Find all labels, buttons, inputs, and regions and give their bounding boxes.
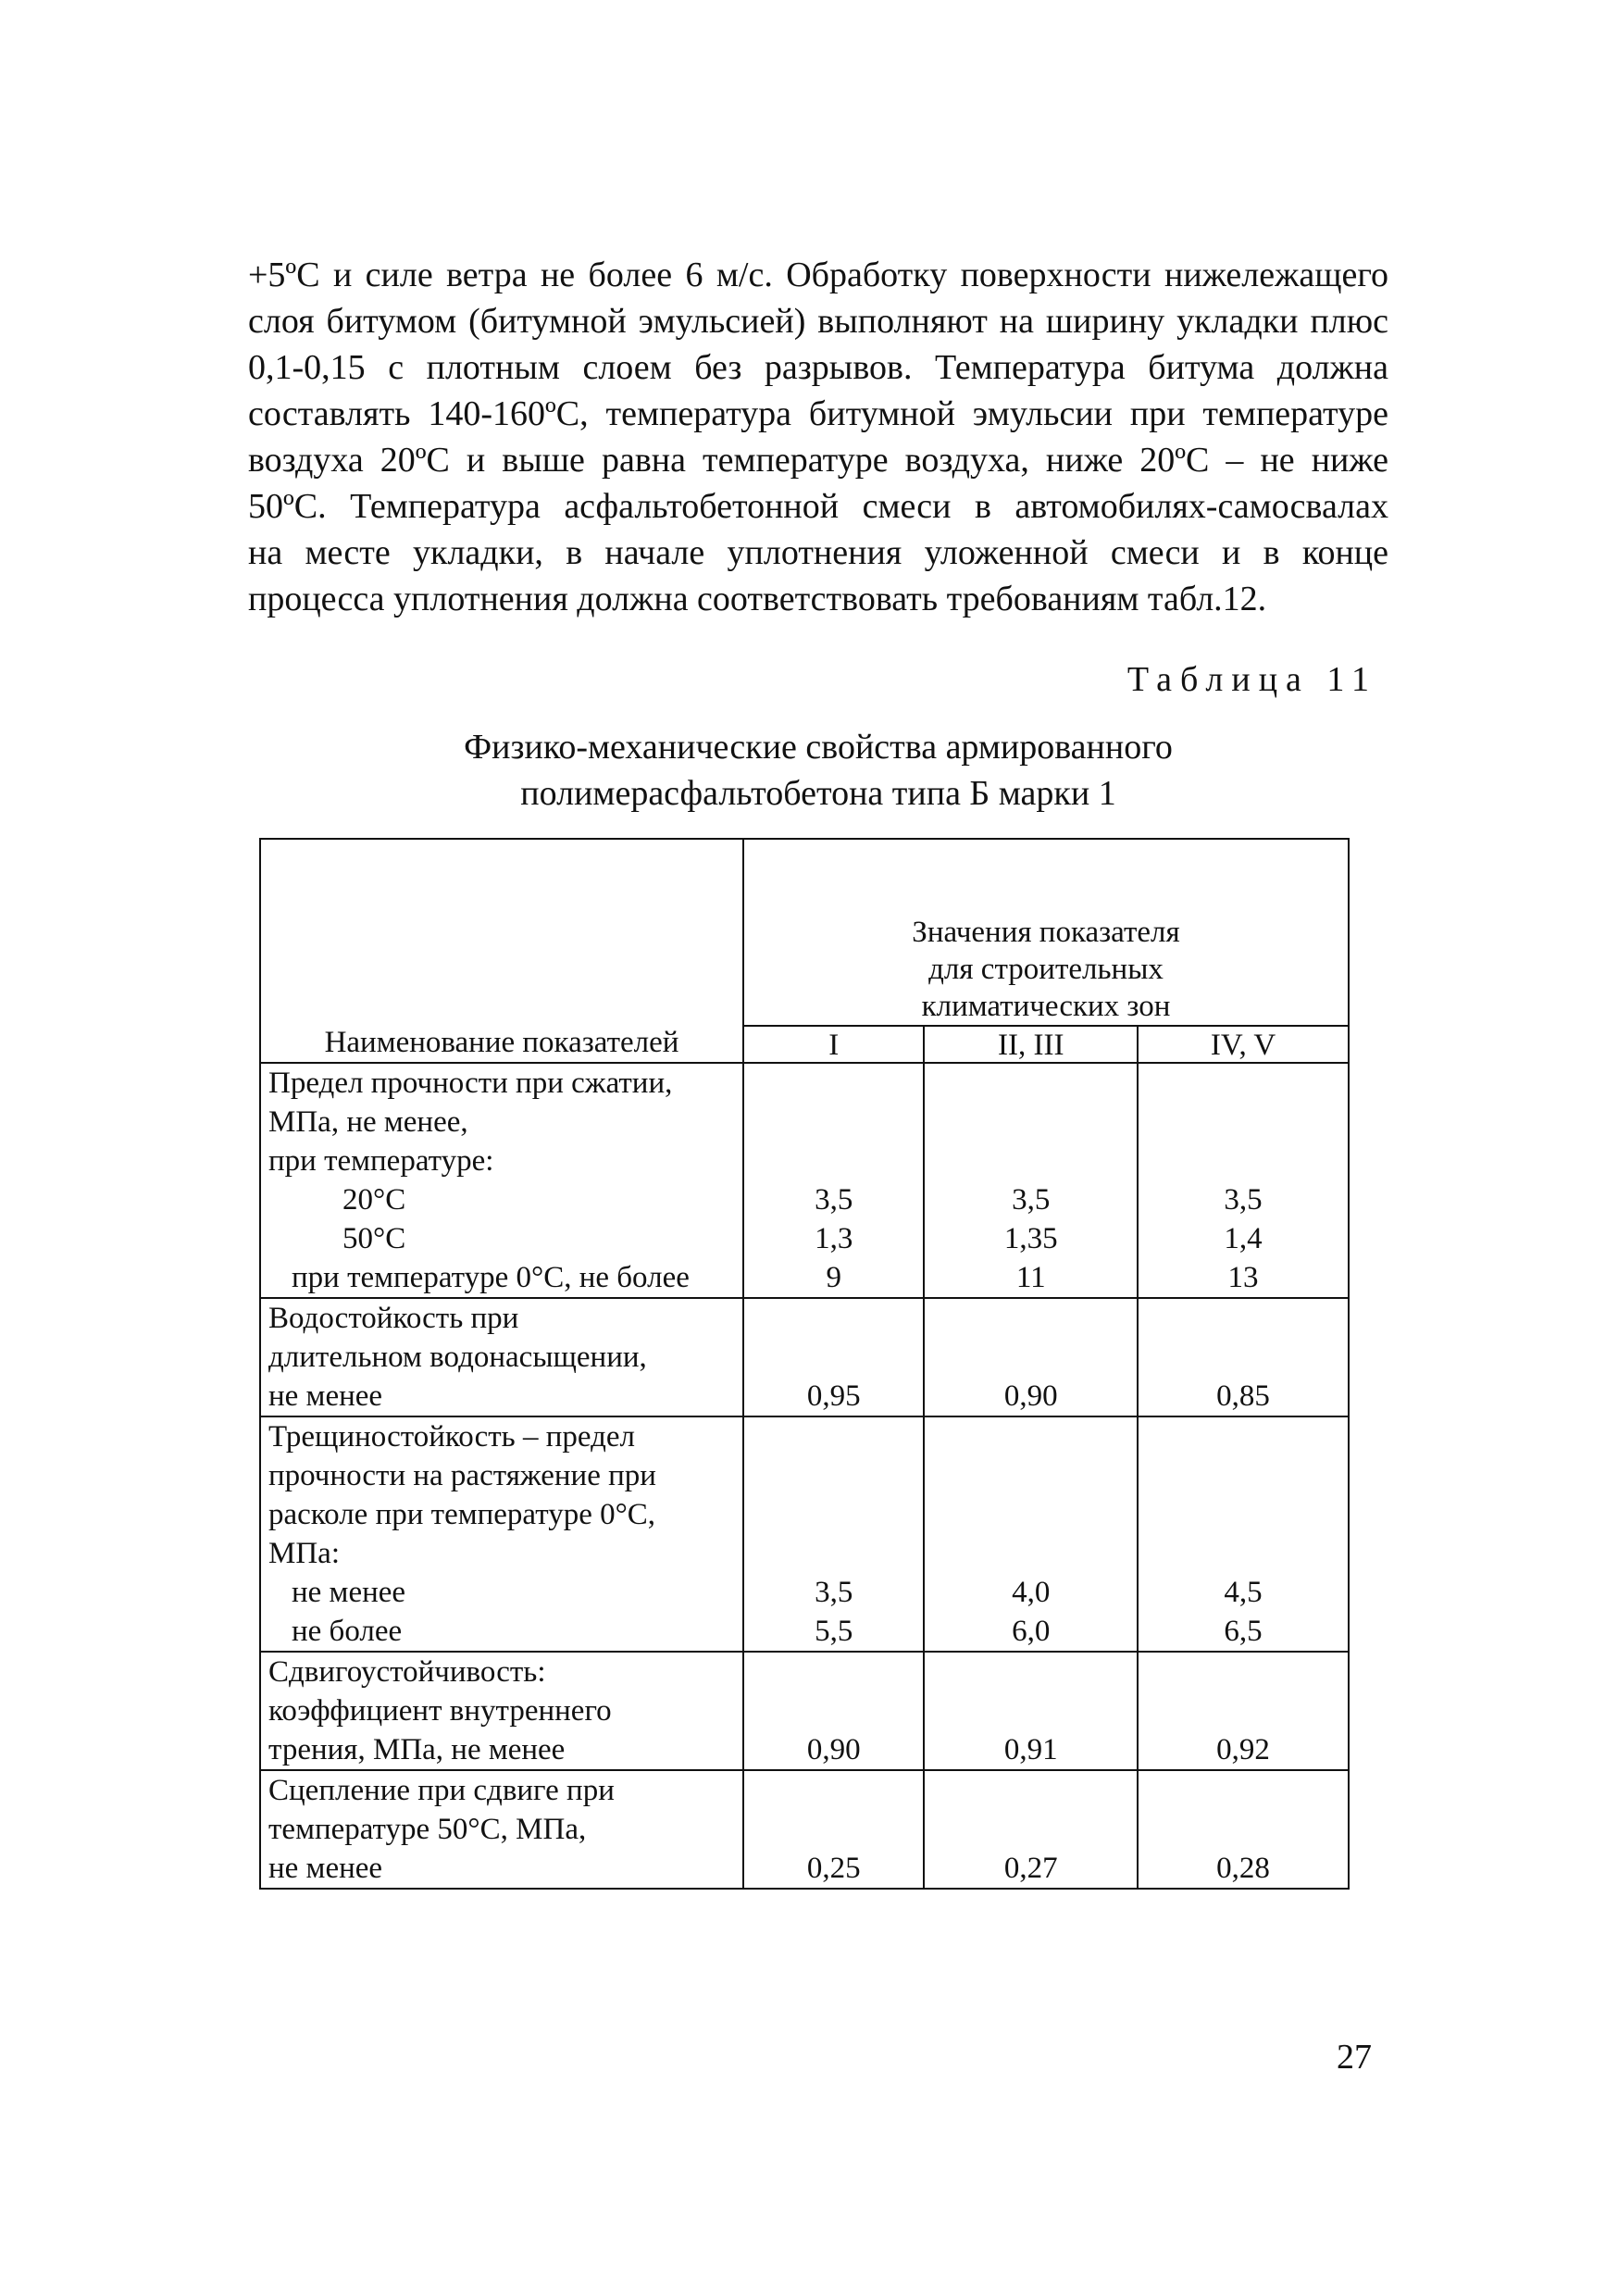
- row-name-line: 20°С: [342, 1183, 406, 1217]
- value-line: 3,5: [1012, 1183, 1051, 1217]
- row-name-line: температуре 50°С, МПа,: [268, 1813, 587, 1846]
- row-value: 0,90: [743, 1652, 924, 1770]
- zone-header: IV, V: [1138, 1026, 1349, 1063]
- row-name: [260, 1416, 743, 1652]
- page-number: 27: [1337, 2038, 1372, 2077]
- values-header-line: Значения показателя: [912, 916, 1180, 949]
- value-line: 1,4: [1224, 1222, 1263, 1255]
- table-row: [260, 1298, 1349, 1416]
- paragraph-line: процесса уплотнения должна соответствовать требованиям табл.12.: [248, 580, 1267, 618]
- row-name-line: Сдвигоустойчивость:: [268, 1655, 546, 1689]
- row-value: 0,28: [1138, 1770, 1349, 1889]
- row-name-line: коэффициент внутреннего: [268, 1694, 612, 1728]
- value-line: 3,5: [815, 1183, 853, 1217]
- paragraph-line: на месте укладки, в начале уплотнения уложенной смеси и в конце: [248, 533, 1388, 572]
- row-name-line: 50°С: [342, 1222, 406, 1255]
- row-value: [924, 1063, 1138, 1298]
- paragraph-line: 50ºС. Температура асфальтобетонной смеси в автомобилях-самосвалах: [248, 487, 1388, 526]
- row-name: [260, 1063, 743, 1298]
- value-line: 3,5: [1224, 1183, 1263, 1217]
- row-name-line: при температуре:: [268, 1144, 494, 1178]
- row-value: 0,91: [924, 1652, 1138, 1770]
- values-header-line: климатических зон: [921, 990, 1171, 1023]
- body-paragraph: [248, 252, 1388, 622]
- values-header-line: для строительных: [928, 953, 1164, 986]
- row-name-line: Трещиностойкость – предел: [268, 1420, 635, 1454]
- row-value: 0,25: [743, 1770, 924, 1889]
- row-value: [743, 1063, 924, 1298]
- row-name-line: Предел прочности при сжатии,: [268, 1067, 673, 1100]
- properties-table: [259, 838, 1350, 1890]
- value-line: 5,5: [815, 1615, 853, 1648]
- row-value: 0,27: [924, 1770, 1138, 1889]
- row-name-line: при температуре 0°С, не более: [292, 1261, 690, 1294]
- paragraph-line: слоя битумом (битумной эмульсией) выполняют на ширину укладки плюс: [248, 302, 1388, 341]
- zone-header: II, III: [924, 1026, 1138, 1063]
- table-title-line: Физико-механические свойства армированного: [464, 728, 1173, 767]
- row-value: 0,95: [743, 1298, 924, 1416]
- row-value: [924, 1416, 1138, 1652]
- row-name-line: расколе при температуре 0°С,: [268, 1498, 656, 1531]
- row-name-line: не менее: [292, 1576, 406, 1609]
- paragraph-line: воздуха 20ºС и выше равна температуре воздуха, ниже 20ºС – не ниже: [248, 441, 1388, 480]
- row-name-line: Сцепление при сдвиге при: [268, 1774, 615, 1807]
- value-line: 4,5: [1224, 1576, 1263, 1609]
- row-name-line: длительном водонасыщении,: [268, 1341, 647, 1374]
- row-name: [260, 1298, 743, 1416]
- row-name-line: прочности на растяжение при: [268, 1459, 656, 1492]
- value-line: 3,5: [815, 1576, 853, 1609]
- value-line: 1,35: [1003, 1222, 1058, 1255]
- table-row: [260, 1770, 1349, 1889]
- table-label: Таблица 11: [1126, 660, 1377, 699]
- table-title: [248, 724, 1388, 817]
- values-column-header: [743, 839, 1349, 1026]
- table-row: [260, 1063, 1349, 1298]
- row-value: [743, 1416, 924, 1652]
- table-title-line: полимерасфальтобетона типа Б марки 1: [520, 774, 1116, 813]
- row-name-line: МПа:: [268, 1537, 340, 1570]
- row-name-line: не менее: [268, 1852, 383, 1885]
- paragraph-line: составлять 140-160ºС, температура битумной эмульсии при температуре: [248, 394, 1388, 433]
- row-name: [260, 1652, 743, 1770]
- row-value: 0,92: [1138, 1652, 1349, 1770]
- value-line: 6,5: [1224, 1615, 1263, 1648]
- row-name-line: трения, МПа, не менее: [268, 1733, 566, 1766]
- row-value: [1138, 1416, 1349, 1652]
- row-value: 0,85: [1138, 1298, 1349, 1416]
- paragraph-line: 0,1-0,15 с плотным слоем без разрывов. Температура битума должна: [248, 348, 1388, 387]
- value-line: 13: [1227, 1261, 1259, 1294]
- row-name-line: Водостойкость при: [268, 1302, 519, 1335]
- name-column-header: Наименование показателей: [260, 839, 743, 1063]
- table-row: [260, 1416, 1349, 1652]
- row-name-line: не менее: [268, 1379, 383, 1413]
- value-line: 6,0: [1012, 1615, 1051, 1648]
- table-row: [260, 1652, 1349, 1770]
- value-line: 1,3: [815, 1222, 853, 1255]
- row-name: [260, 1770, 743, 1889]
- paragraph-line: +5ºС и силе ветра не более 6 м/с. Обработку поверхности нижележащего: [248, 256, 1388, 294]
- row-name-line: МПа, не менее,: [268, 1105, 468, 1139]
- value-line: 4,0: [1012, 1576, 1051, 1609]
- row-value: [1138, 1063, 1349, 1298]
- row-value: 0,90: [924, 1298, 1138, 1416]
- zone-header: I: [743, 1026, 924, 1063]
- value-line: 9: [826, 1261, 841, 1294]
- value-line: 11: [1015, 1261, 1046, 1294]
- row-name-line: не более: [292, 1615, 403, 1648]
- table-header-row: [260, 839, 1349, 1026]
